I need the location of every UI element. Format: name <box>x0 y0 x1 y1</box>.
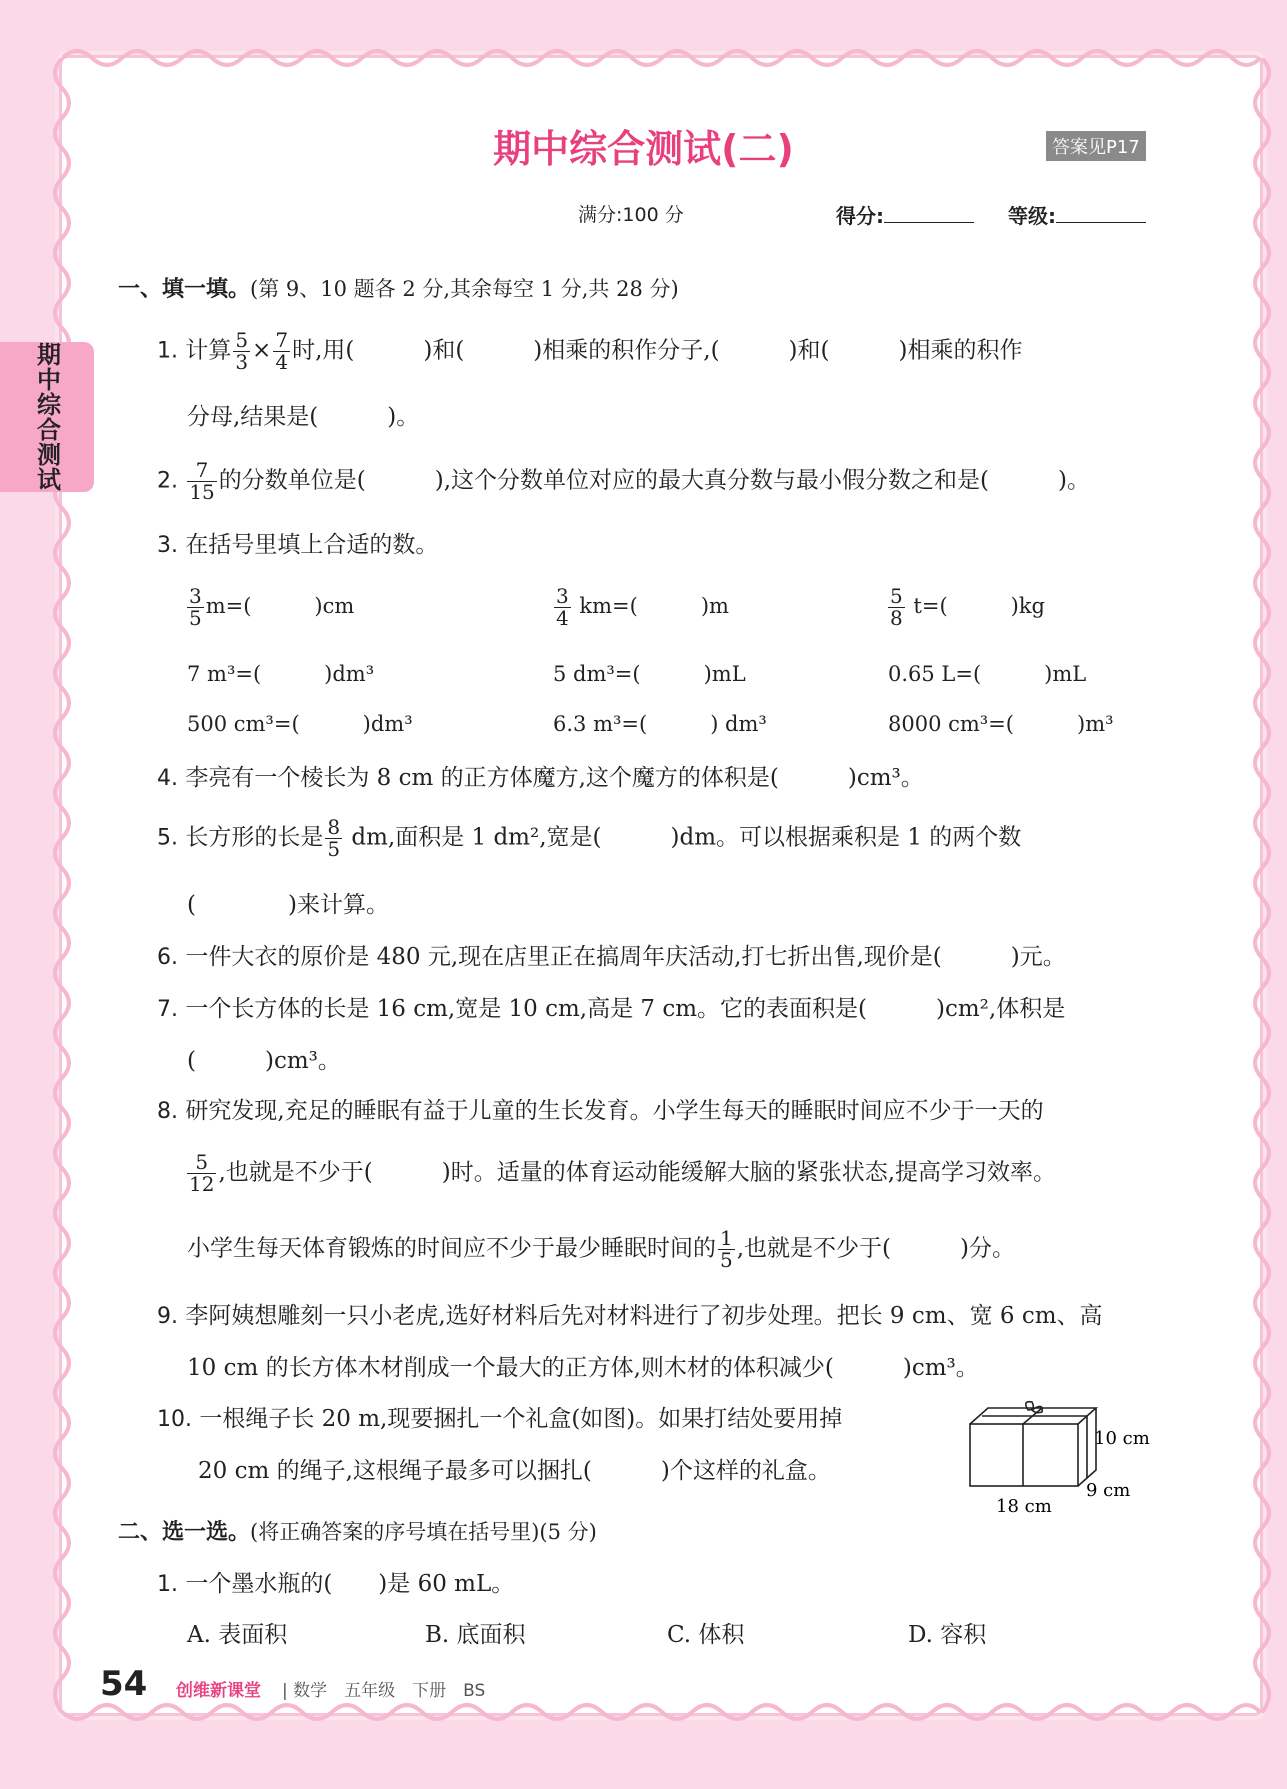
question-5: 5. 长方形的长是 $\frac{8}{5}$ dm,面积是 1 dm²,宽是( )dm。可以根据乘积是 1 的两个数 <box>157 815 1022 861</box>
q3-r2c3: 0.65 L=( )mL <box>888 662 1087 686</box>
answer-reference-badge: 答案见P17 <box>1046 131 1146 161</box>
question-4: 4. 李亮有一个棱长为 8 cm 的正方体魔方,这个魔方的体积是( )cm³。 <box>157 765 924 791</box>
question-1: 1. 计算 $\frac{5}{3}$ × $\frac{7}{4}$ 时,用( )和( )相乘的积作分子,( )和( )相乘的积作 <box>157 328 1023 374</box>
question-8-line2: $\frac{5}{12}$ ,也就是不少于( )时。适量的体育运动能缓解大脑的紧张状态,提高学习效率。 <box>189 1150 1057 1196</box>
gift-box-diagram <box>960 1398 1150 1516</box>
option-b[interactable]: B. 底面积 <box>425 1622 526 1648</box>
footer-brand: 创维新课堂 <box>176 1681 261 1701</box>
page-title: 期中综合测试(二) <box>493 127 794 171</box>
dim-length: 18 cm <box>996 1496 1052 1516</box>
question-9: 9. 李阿姨想雕刻一只小老虎,选好材料后先对材料进行了初步处理。把长 9 cm、宽 6 cm、高 <box>157 1303 1103 1329</box>
q3-r2c1: 7 m³=( )dm³ <box>187 662 375 686</box>
fraction: $\frac{7}{4}$ <box>275 328 289 374</box>
q3-r1c1: $\frac{3}{5}$ m=( )cm <box>189 584 355 630</box>
question-8-line3: 小学生每天体育锻炼的时间应不少于最少睡眠时间的 $\frac{1}{5}$ ,也就是不少于( )分。 <box>187 1226 1015 1272</box>
question-2: 2. $\frac{7}{15}$ 的分数单位是( ),这个分数单位对应的最大真分数与最小假分数之和是( )。 <box>157 458 1090 504</box>
dim-height: 10 cm <box>1094 1428 1150 1449</box>
grade-blank[interactable] <box>1056 204 1146 223</box>
question-8: 8. 研究发现,充足的睡眠有益于儿童的生长发育。小学生每天的睡眠时间应不少于一天的 <box>157 1098 1044 1124</box>
question-5-line2: ( )来计算。 <box>187 892 389 918</box>
fraction: $\frac{1}{5}$ <box>720 1226 733 1272</box>
score-blank[interactable] <box>884 204 974 223</box>
q3-r3c3: 8000 cm³=( )m³ <box>888 712 1114 736</box>
page-number: 54 <box>100 1664 148 1704</box>
fraction: $\frac{5}{8}$ <box>890 584 903 630</box>
fraction: $\frac{5}{12}$ <box>189 1150 215 1196</box>
fraction: $\frac{7}{15}$ <box>189 458 215 504</box>
footer-info: | 数学 五年级 下册 BS <box>282 1681 486 1701</box>
side-chapter-tab: 期中综合测试 <box>0 342 94 492</box>
question-6: 6. 一件大衣的原价是 480 元,现在店里正在搞周年庆活动,打七折出售,现价是( )元。 <box>157 944 1066 970</box>
section2-heading: 二、选一选。(将正确答案的序号填在括号里)(5 分) <box>118 1520 597 1545</box>
option-a[interactable]: A. 表面积 <box>187 1622 288 1648</box>
q3-r3c1: 500 cm³=( )dm³ <box>187 712 413 736</box>
question-10: 10. 一根绳子长 20 m,现要捆扎一个礼盒(如图)。如果打结处要用掉 <box>157 1406 843 1432</box>
question-7: 7. 一个长方体的长是 16 cm,宽是 10 cm,高是 7 cm。它的表面积是( )cm²,体积是 <box>157 996 1066 1022</box>
question-3: 3. 在括号里填上合适的数。 <box>157 532 439 558</box>
question-1-line2: 分母,结果是( )。 <box>187 404 420 430</box>
question-9-line2: 10 cm 的长方体木材削成一个最大的正方体,则木材的体积减少( )cm³。 <box>187 1355 979 1381</box>
dim-width: 9 cm <box>1086 1480 1131 1501</box>
fraction: $\frac{8}{5}$ <box>327 815 341 861</box>
section2-question-1: 1. 一个墨水瓶的( )是 60 mL。 <box>157 1571 515 1597</box>
question-10-line2: 20 cm 的绳子,这根绳子最多可以捆扎( )个这样的礼盒。 <box>198 1458 831 1484</box>
option-d[interactable]: D. 容积 <box>908 1622 987 1648</box>
full-score: 满分:100 分 <box>578 204 684 226</box>
q3-r1c3: $\frac{5}{8}$ t=( )kg <box>890 584 1045 630</box>
fraction: $\frac{3}{4}$ <box>556 584 569 630</box>
q3-r2c2: 5 dm³=( )mL <box>553 662 746 686</box>
question-7-line2: ( )cm³。 <box>187 1048 341 1074</box>
fraction: $\frac{5}{3}$ <box>235 328 249 374</box>
grade-field: 等级: <box>1008 200 1146 229</box>
section1-heading: 一、填一填。(第 9、10 题各 2 分,其余每空 1 分,共 28 分) <box>118 277 679 302</box>
q3-r1c2: $\frac{3}{4}$ km=( )m <box>556 584 729 630</box>
score-field: 得分: <box>836 200 974 229</box>
fraction: $\frac{3}{5}$ <box>189 584 202 630</box>
q3-r3c2: 6.3 m³=( ) dm³ <box>553 712 767 736</box>
option-c[interactable]: C. 体积 <box>667 1622 745 1648</box>
